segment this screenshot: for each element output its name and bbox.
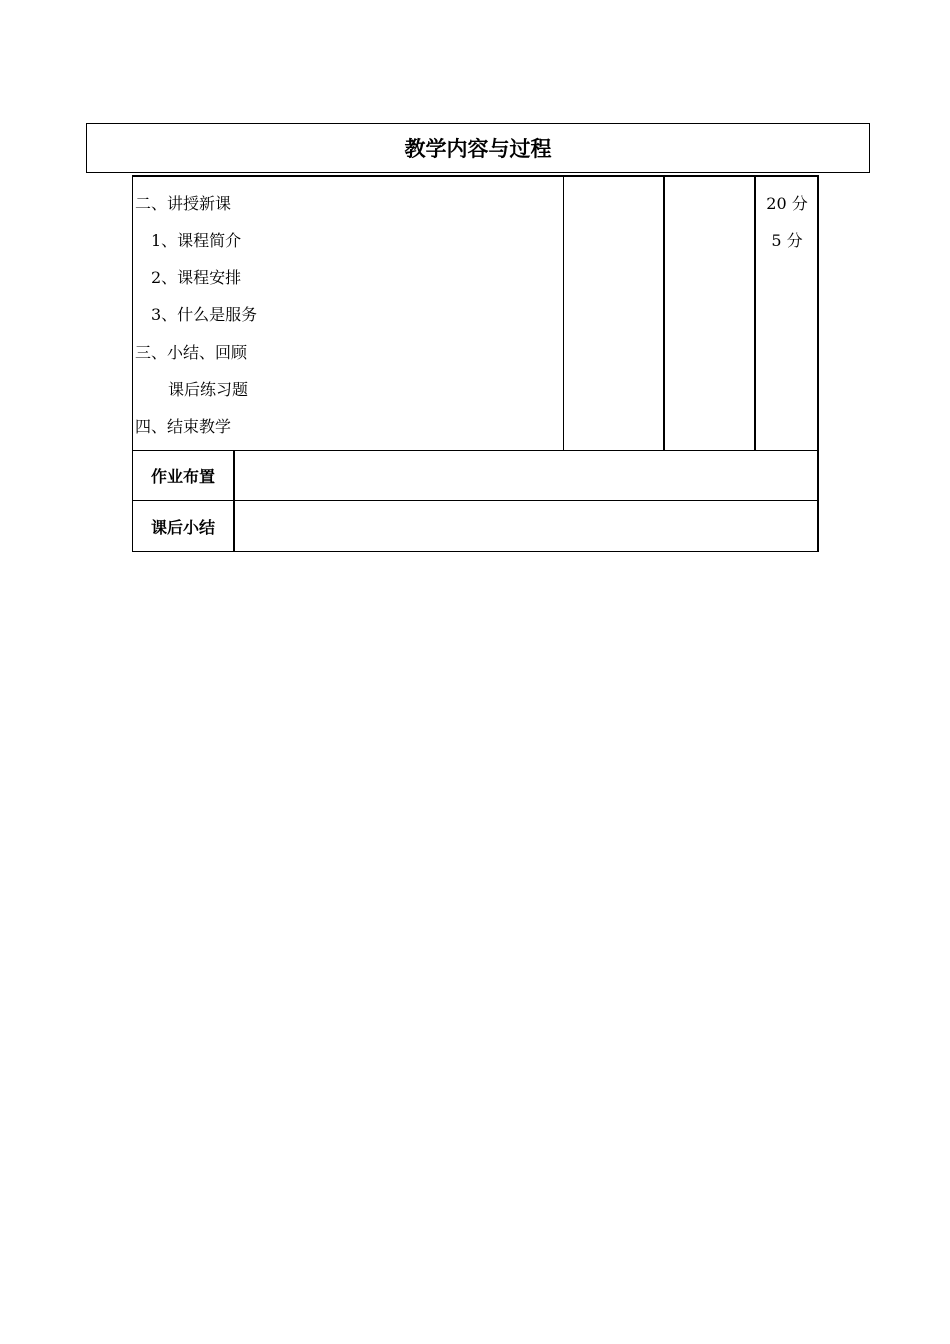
empty-column-cell — [563, 175, 665, 451]
section-title: 教学内容与过程 — [86, 123, 870, 173]
post-class-summary-value — [234, 500, 819, 552]
content-line: 1、课程简介 — [151, 231, 242, 250]
empty-column-cell — [664, 175, 756, 451]
homework-label: 作业布置 — [132, 450, 235, 501]
content-line: 3、什么是服务 — [151, 305, 258, 324]
content-line: 2、课程安排 — [151, 268, 242, 287]
post-class-summary-label: 课后小结 — [132, 500, 235, 552]
content-line: 课后练习题 — [168, 380, 249, 399]
time-allocation-cell — [755, 175, 819, 451]
time-line: 20 分 — [766, 194, 808, 213]
content-line: 四、结束教学 — [135, 417, 232, 436]
content-line: 三、小结、回顾 — [135, 343, 248, 362]
lesson-content-cell — [132, 175, 564, 451]
content-line: 二、讲授新课 — [135, 194, 232, 213]
lesson-table — [132, 175, 819, 552]
homework-value — [234, 450, 819, 501]
time-line: 5 分 — [771, 231, 803, 250]
